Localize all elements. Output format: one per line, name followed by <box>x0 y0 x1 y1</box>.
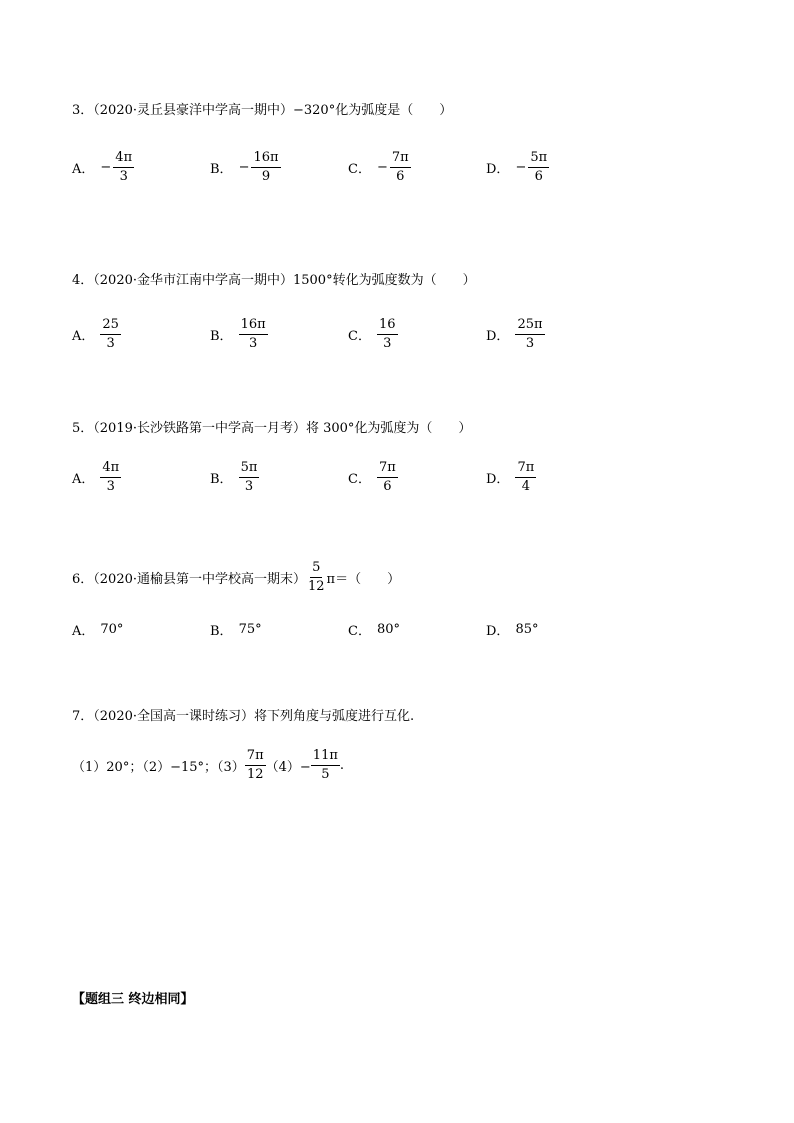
denominator: 12 <box>246 767 264 782</box>
option-text: 70° <box>100 622 124 637</box>
fraction <box>390 150 411 185</box>
numerator: 16π <box>239 317 268 335</box>
option-label: B． <box>210 624 233 639</box>
q5-option-a <box>72 460 121 495</box>
numerator: 7π <box>515 460 536 478</box>
option-label: C． <box>348 472 371 487</box>
q7-end: . <box>339 758 345 773</box>
minus-sign: − <box>238 160 250 175</box>
option-label: A． <box>72 472 95 487</box>
fraction <box>239 317 268 352</box>
denominator: 6 <box>396 169 405 184</box>
numerator: 5π <box>239 460 260 478</box>
q6-stem-prefix: 6．（2020·通榆县第一中学校高一期末） <box>72 572 306 587</box>
denominator: 12 <box>308 579 325 594</box>
fraction <box>100 317 121 352</box>
numerator: 7π <box>377 460 398 478</box>
denominator: 3 <box>383 336 392 351</box>
denominator: 3 <box>119 169 128 184</box>
fraction <box>377 317 398 352</box>
q3-option-d <box>486 150 549 185</box>
numerator: 4π <box>113 150 134 168</box>
question-7-stem: 7．（2020·全国高一课时练习）将下列角度与弧度进行互化. <box>72 709 415 724</box>
option-label: C． <box>348 162 371 177</box>
option-label: A． <box>72 162 95 177</box>
fraction <box>100 460 121 495</box>
option-text: 75° <box>238 622 262 637</box>
q3-option-a <box>72 150 134 185</box>
fraction <box>311 748 340 783</box>
denominator: 6 <box>534 169 543 184</box>
option-label: D． <box>486 624 510 639</box>
q3-option-b <box>210 150 281 185</box>
q6-option-c <box>348 620 400 639</box>
minus-sign: − <box>376 160 388 175</box>
option-label: B． <box>210 162 233 177</box>
numerator: 25π <box>515 317 544 335</box>
numerator: 4π <box>100 460 121 478</box>
numerator: 7π <box>245 748 266 766</box>
q4-option-c <box>348 317 398 352</box>
numerator: 11π <box>311 748 340 766</box>
numerator: 5 <box>310 560 322 578</box>
q5-option-d <box>486 460 536 495</box>
option-label: D． <box>486 162 510 177</box>
q4-option-b <box>210 317 268 352</box>
q7-part2: （4）− <box>265 760 311 775</box>
numerator: 25 <box>100 317 121 335</box>
q4-option-a <box>72 317 121 352</box>
q5-option-b <box>210 460 259 495</box>
fraction <box>528 150 549 185</box>
denominator: 3 <box>525 336 535 351</box>
option-label: D． <box>486 472 510 487</box>
fraction <box>515 317 544 352</box>
question-4-stem: 4．（2020·金华市江南中学高一期中）1500°转化为弧度数为（ ） <box>72 273 476 288</box>
option-label: C． <box>348 624 371 639</box>
question-3-stem: 3．（2020·灵丘县豪洋中学高一期中）−320°化为弧度是（ ） <box>72 103 453 118</box>
fraction <box>377 460 398 495</box>
q6-stem-suffix: π＝（ ） <box>326 572 401 587</box>
q6-option-d <box>486 620 538 639</box>
section-heading: 【题组三 终边相同】 <box>72 992 194 1007</box>
option-label: A． <box>72 329 95 344</box>
option-label: B． <box>210 329 233 344</box>
denominator: 3 <box>106 479 115 494</box>
question-5-stem: 5．（2019·长沙铁路第一中学高一月考）将 300°化为弧度为（ ） <box>72 421 472 436</box>
option-label: C． <box>348 329 371 344</box>
fraction <box>251 150 280 185</box>
option-text: 80° <box>376 622 400 637</box>
fraction <box>306 560 327 595</box>
minus-sign: − <box>515 160 527 175</box>
denominator: 3 <box>244 479 254 494</box>
q5-option-c <box>348 460 398 495</box>
option-text: 85° <box>515 622 539 637</box>
q6-option-a <box>72 620 123 639</box>
numerator: 16 <box>377 317 398 335</box>
fraction <box>245 748 266 783</box>
denominator: 5 <box>321 767 330 782</box>
fraction <box>113 150 134 185</box>
q7-items <box>72 748 344 783</box>
minus-sign: − <box>100 160 112 175</box>
denominator: 4 <box>521 479 530 494</box>
denominator: 6 <box>383 479 392 494</box>
option-label: A． <box>72 624 95 639</box>
numerator: 5π <box>528 150 549 168</box>
numerator: 7π <box>390 150 411 168</box>
denominator: 3 <box>248 336 258 351</box>
q3-option-c <box>348 150 411 185</box>
question-6-stem <box>72 560 400 595</box>
q6-option-b <box>210 620 262 639</box>
numerator: 16π <box>251 150 280 168</box>
fraction <box>239 460 260 495</box>
q7-part1: （1）20°；（2）−15°；（3） <box>72 760 245 775</box>
fraction <box>515 460 536 495</box>
option-label: D． <box>486 329 510 344</box>
option-label: B． <box>210 472 233 487</box>
denominator: 3 <box>106 336 115 351</box>
q4-option-d <box>486 317 545 352</box>
denominator: 9 <box>261 169 271 184</box>
